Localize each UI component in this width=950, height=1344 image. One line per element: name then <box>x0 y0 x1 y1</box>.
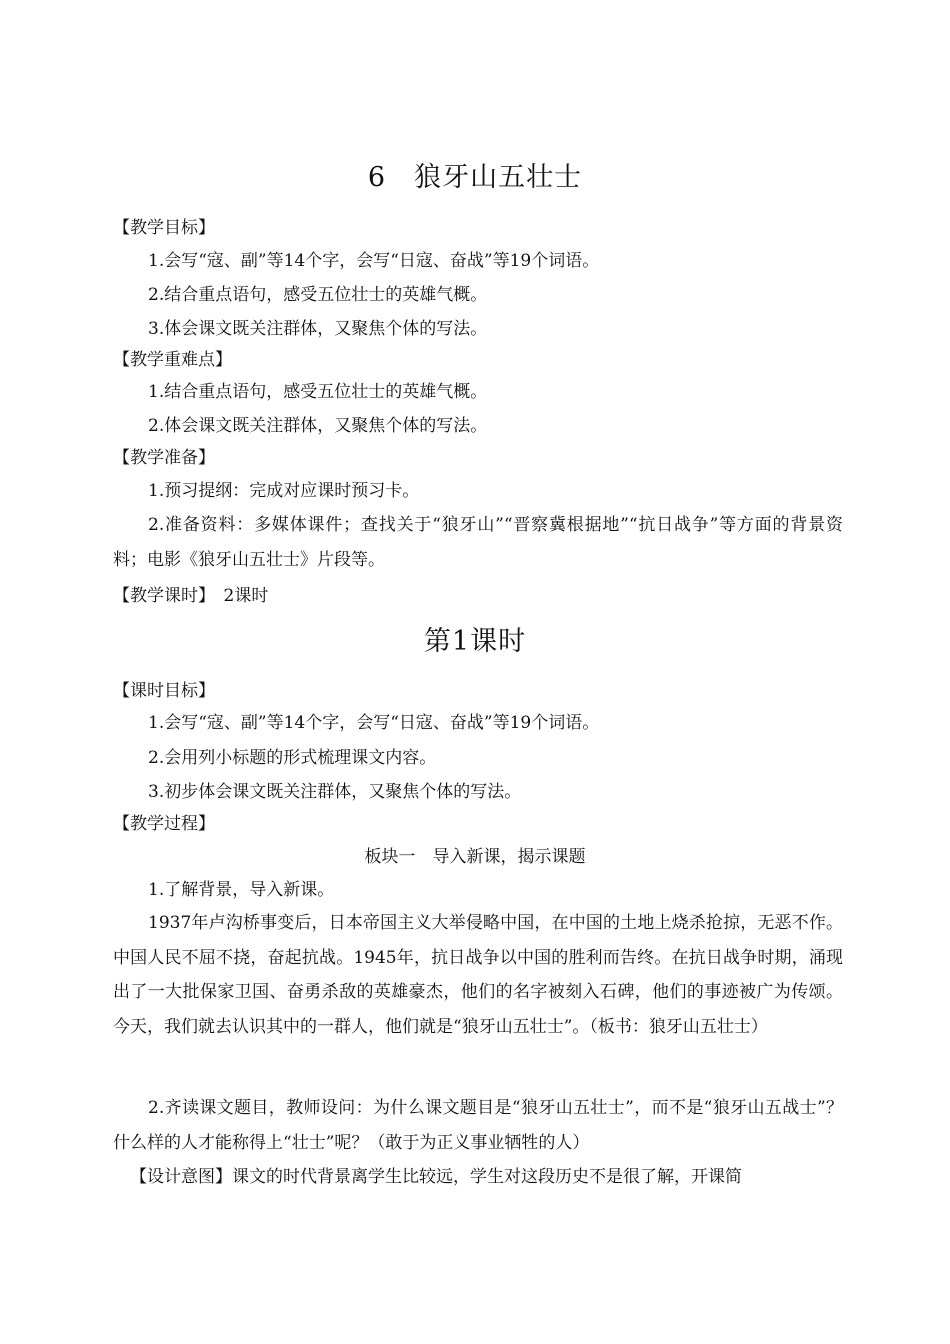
key-point-item: 2.体会课文既关注群体，又聚焦个体的写法。 <box>148 416 488 436</box>
lesson-hours: 【教学课时】 2课时 <box>113 586 269 606</box>
session-goal-item: 1.会写“寇、副”等14个字，会写“日寇、奋战”等19个词语。 <box>148 713 600 733</box>
session-goal-item: 2.会用列小标题的形式梳理课文内容。 <box>148 748 437 768</box>
key-point-item: 1.结合重点语句，感受五位壮士的英雄气概。 <box>148 382 488 402</box>
goal-item: 1.会写“寇、副”等14个字，会写“日寇、奋战”等19个词语。 <box>148 251 600 271</box>
block-title: 板块一 导入新课，揭示课题 <box>364 847 586 867</box>
step-paragraph: 1937年卢沟桥事变后，日本帝国主义大举侵略中国，在中国的土地上烧杀抢掠，无恶不作。中国人民不屈不挠，奋起抗战。1945年，抗日战争以中国的胜利而告终。在抗日战争时期，涌现出了一大批保家卫国、奋勇杀敌的英雄豪杰，他们的名字被刻入石碑，他们的事迹被广为传颂。今天，我们就去认识其中的一群人，他们就是“狼牙山五壮士”。（板书：狼牙山五壮士） <box>113 913 843 1037</box>
lesson-title: 6 狼牙山五壮士 <box>367 162 583 193</box>
prep-heading: 【教学准备】 <box>113 448 215 468</box>
process-heading: 【教学过程】 <box>113 814 215 834</box>
key-points-heading: 【教学重难点】 <box>113 350 232 370</box>
goals-heading: 【教学目标】 <box>113 218 215 238</box>
prep-item: 1.预习提纲：完成对应课时预习卡。 <box>148 481 420 501</box>
session-goals-heading: 【课时目标】 <box>113 681 215 701</box>
step-paragraph: 2.齐读课文题目，教师设问：为什么课文题目是“狼牙山五壮士”，而不是“狼牙山五战士”？什么样的人才能称得上“壮士”呢？（敢于为正义事业牺牲的人） <box>113 1098 843 1153</box>
session-goal-item: 3.初步体会课文既关注群体，又聚焦个体的写法。 <box>148 782 522 802</box>
design-intent-paragraph: 【设计意图】课文的时代背景离学生比较远，学生对这段历史不是很了解，开课简 <box>130 1167 742 1187</box>
step-heading: 1.了解背景，导入新课。 <box>148 880 335 900</box>
prep-item-paragraph: 2.准备资料：多媒体课件；查找关于“狼牙山”“晋察冀根据地”“抗日战争”等方面的背景资料；电影《狼牙山五壮士》片段等。 <box>113 515 843 570</box>
goal-item: 3.体会课文既关注群体，又聚焦个体的写法。 <box>148 319 488 339</box>
goal-item: 2.结合重点语句，感受五位壮士的英雄气概。 <box>148 285 488 305</box>
session-title: 第1课时 <box>423 626 527 657</box>
